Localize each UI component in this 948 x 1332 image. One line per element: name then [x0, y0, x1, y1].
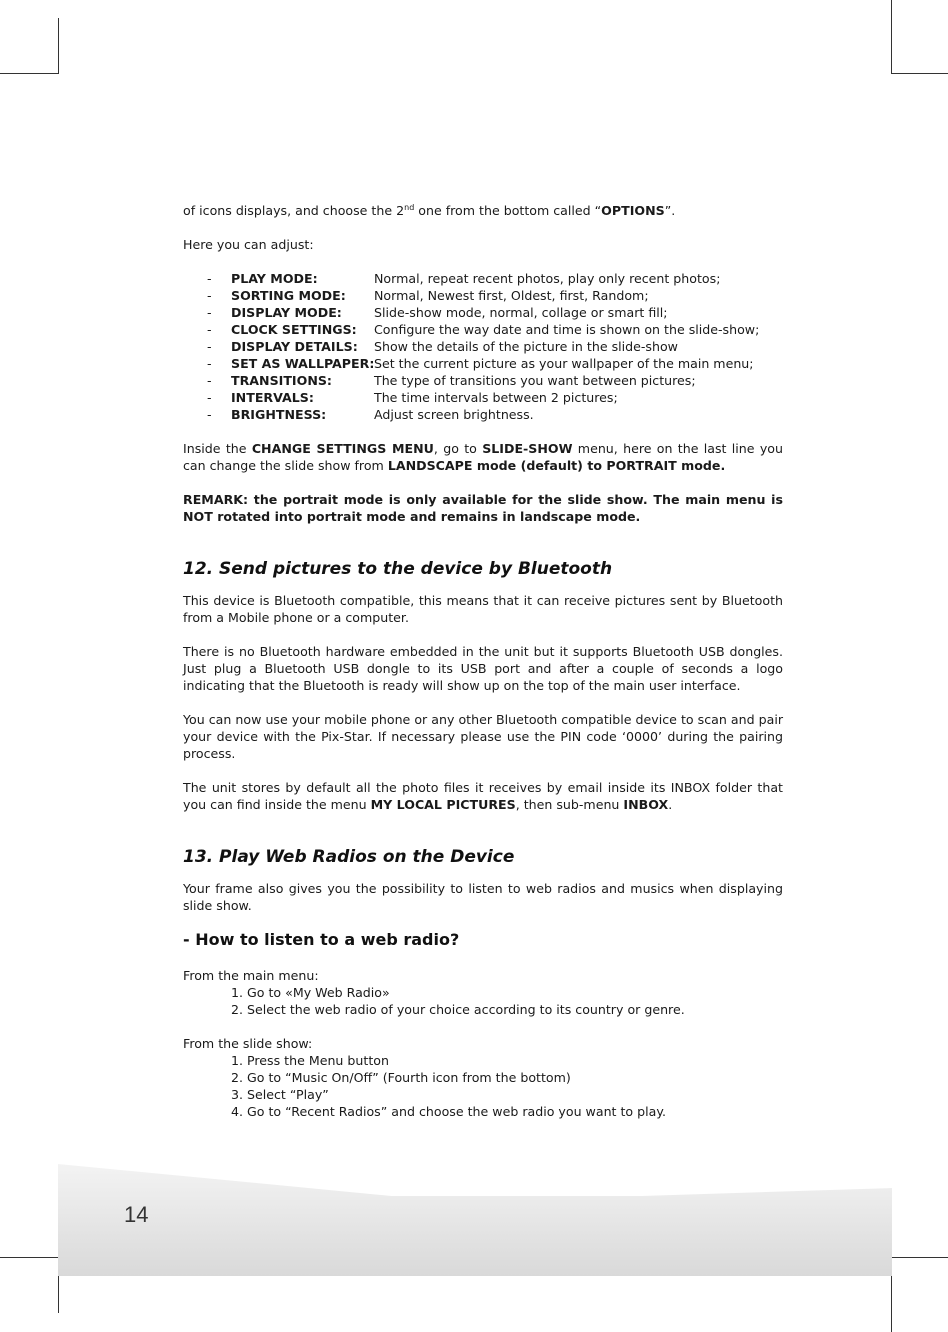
options-list — [183, 270, 783, 423]
main-menu-intro: From the main menu: — [183, 968, 319, 983]
section-13-paragraph-1: Your frame also gives you the possibility to listen to web radios and musics when displaying slide show. — [183, 881, 783, 913]
change-settings-paragraph: Inside the CHANGE SETTINGS MENU, go to SLIDE-SHOW menu, here on the last line you can change the slide show from LANDSCAPE mode (default) to PORTRAIT mode. — [183, 441, 783, 473]
crop-mark — [891, 1257, 948, 1258]
main-menu-steps — [183, 984, 783, 1018]
list-item: - SET AS WALLPAPER: Set the current picture as your wallpaper of the main menu; — [207, 356, 754, 371]
list-item: - DISPLAY MODE: Slide-show mode, normal, collage or smart fill; — [207, 305, 668, 320]
list-item: 4. Go to “Recent Radios” and choose the web radio you want to play. — [231, 1104, 667, 1119]
slideshow-steps — [183, 1052, 783, 1120]
list-item: - PLAY MODE: Normal, repeat recent photos, play only recent photos; — [207, 271, 721, 286]
crop-mark — [891, 73, 948, 74]
crop-mark — [0, 73, 59, 74]
section-12-heading: 12. Send pictures to the device by Bluetooth — [183, 559, 613, 579]
crop-mark — [891, 0, 892, 74]
list-item: - INTERVALS: The time intervals between 2 pictures; — [207, 390, 618, 405]
section-13-heading: 13. Play Web Radios on the Device — [183, 847, 515, 867]
list-item: 2. Go to “Music On/Off” (Fourth icon from the bottom) — [231, 1070, 571, 1085]
section-12-paragraph-4: The unit stores by default all the photo files it receives by email inside its INBOX folder that you can find inside the menu MY LOCAL PICTURES, then sub-menu INBOX. — [183, 780, 783, 812]
crop-mark — [58, 18, 59, 74]
list-item: 1. Press the Menu button — [231, 1053, 389, 1068]
intro-paragraph: of icons displays, and choose the 2nd one from the bottom called “OPTIONS”. — [183, 202, 676, 218]
page-number: 14 — [124, 1202, 149, 1227]
section-12-paragraph-2: There is no Bluetooth hardware embedded in the unit but it supports Bluetooth USB dongles. Just plug a Bluetooth USB dongle to its USB port and after a couple of seconds a logo indicating that the Bluetooth is ready will show up on the top of the main user interface. — [183, 644, 783, 693]
list-item: - BRIGHTNESS: Adjust screen brightness. — [207, 407, 534, 422]
slideshow-intro: From the slide show: — [183, 1036, 313, 1051]
section-12-paragraph-3: You can now use your mobile phone or any other Bluetooth compatible device to scan and pair your device with the Pix-Star. If necessary please use the PIN code ‘0000’ during the pairing process. — [183, 712, 783, 761]
page-content — [183, 202, 783, 1120]
list-item: 1. Go to «My Web Radio» — [231, 985, 390, 1000]
list-item: - DISPLAY DETAILS: Show the details of the picture in the slide-show — [207, 339, 678, 354]
remark-paragraph: REMARK: the portrait mode is only available for the slide show. The main menu is NOT rotated into portrait mode and remains in landscape mode. — [183, 492, 783, 524]
list-item: 3. Select “Play” — [231, 1087, 329, 1102]
section-12-paragraph-1: This device is Bluetooth compatible, this means that it can receive pictures sent by Bluetooth from a Mobile phone or a computer. — [183, 593, 783, 625]
list-item: - TRANSITIONS: The type of transitions you want between pictures; — [207, 373, 696, 388]
adjust-intro: Here you can adjust: — [183, 237, 314, 252]
list-item: - CLOCK SETTINGS: Configure the way date and time is shown on the slide-show; — [207, 322, 760, 337]
web-radio-subheading: - How to listen to a web radio? — [183, 930, 460, 949]
list-item: 2. Select the web radio of your choice according to its country or genre. — [231, 1002, 685, 1017]
crop-mark — [0, 1257, 59, 1258]
footer-band — [58, 1160, 892, 1276]
list-item: - SORTING MODE: Normal, Newest first, Oldest, first, Random; — [207, 288, 649, 303]
